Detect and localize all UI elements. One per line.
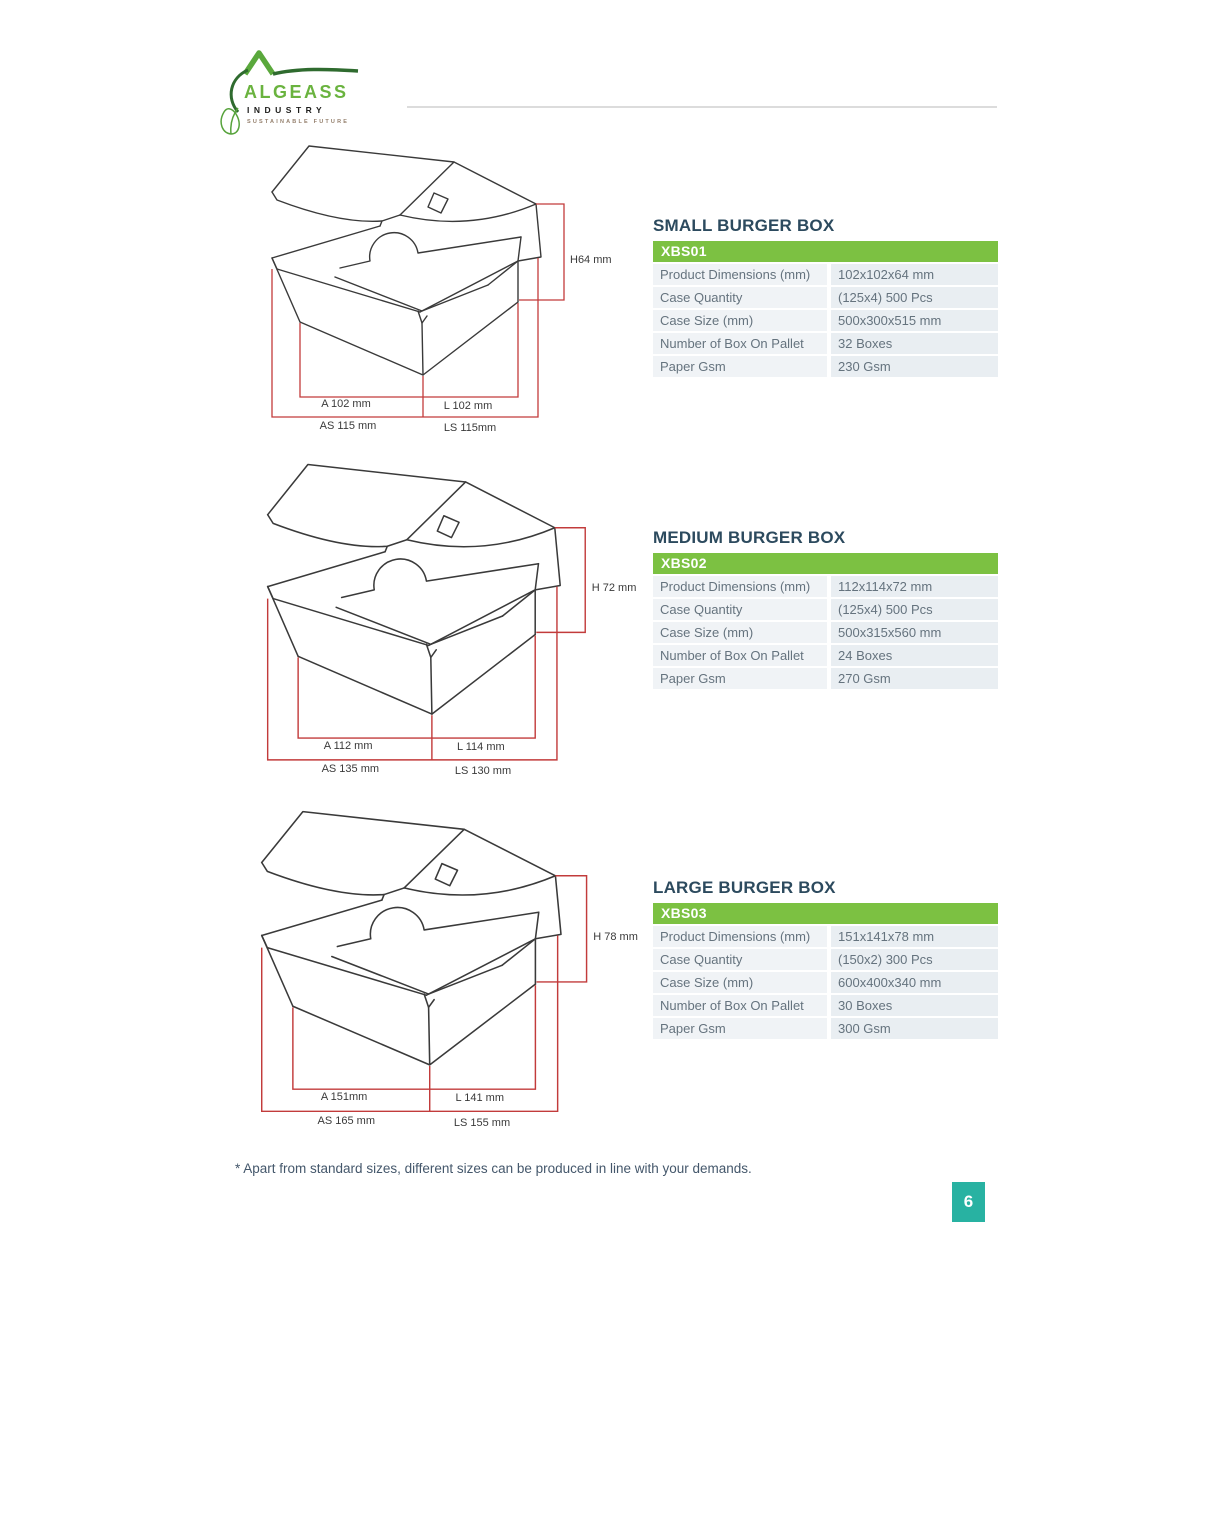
row-value: 32 Boxes xyxy=(831,333,998,354)
footnote: * Apart from standard sizes, different sizes can be produced in line with your demands. xyxy=(235,1161,752,1176)
spec-table-medium-burger-box xyxy=(653,528,998,689)
dimension-label-l: L 141 mm xyxy=(455,1092,505,1105)
row-label: Case Quantity xyxy=(653,599,827,620)
product-code-bar: XBS02 xyxy=(653,553,998,574)
row-label: Number of Box On Pallet xyxy=(653,645,827,666)
row-value: 24 Boxes xyxy=(831,645,998,666)
dimension-label-as: AS 115 mm xyxy=(319,420,377,433)
row-label: Case Quantity xyxy=(653,949,827,970)
table-row xyxy=(653,926,998,947)
diagram-large-burger-box xyxy=(215,805,660,1150)
row-label: Product Dimensions (mm) xyxy=(653,576,827,597)
spec-table-small-burger-box xyxy=(653,216,998,377)
row-value: 500x315x560 mm xyxy=(831,622,998,643)
burger-box-line-drawing xyxy=(215,805,660,1150)
table-row xyxy=(653,645,998,666)
table-row xyxy=(653,333,998,354)
row-label: Paper Gsm xyxy=(653,1018,827,1039)
row-value: (125x4) 500 Pcs xyxy=(831,287,998,308)
header-divider xyxy=(407,106,997,108)
row-label: Product Dimensions (mm) xyxy=(653,264,827,285)
product-code-bar: XBS03 xyxy=(653,903,998,924)
table-row xyxy=(653,356,998,377)
row-label: Paper Gsm xyxy=(653,668,827,689)
dimension-label-as: AS 165 mm xyxy=(317,1114,375,1127)
diagram-medium-burger-box xyxy=(222,458,657,798)
table-row xyxy=(653,599,998,620)
dimension-label-as: AS 135 mm xyxy=(321,763,380,776)
row-value: (125x4) 500 Pcs xyxy=(831,599,998,620)
row-label: Paper Gsm xyxy=(653,356,827,377)
row-value: 500x300x515 mm xyxy=(831,310,998,331)
dimension-label-ls: LS 130 mm xyxy=(454,765,512,778)
table-row xyxy=(653,972,998,993)
table-row xyxy=(653,310,998,331)
spec-table-large-burger-box xyxy=(653,878,998,1039)
row-label: Case Quantity xyxy=(653,287,827,308)
table-row xyxy=(653,668,998,689)
table-row xyxy=(653,622,998,643)
dimension-label-l: L 114 mm xyxy=(456,741,505,754)
dimension-label-h: H64 mm xyxy=(570,253,612,266)
section-title: MEDIUM BURGER BOX xyxy=(653,528,846,547)
row-value: 230 Gsm xyxy=(831,356,998,377)
row-label: Number of Box On Pallet xyxy=(653,333,827,354)
dimension-label-ls: LS 115mm xyxy=(443,421,497,434)
dimension-label-l: L 102 mm xyxy=(443,399,493,412)
product-code-bar: XBS01 xyxy=(653,241,998,262)
section-title: SMALL BURGER BOX xyxy=(653,216,835,235)
table-row xyxy=(653,995,998,1016)
row-label: Case Size (mm) xyxy=(653,622,827,643)
brand-logo xyxy=(218,48,378,143)
row-label: Case Size (mm) xyxy=(653,972,827,993)
table-row xyxy=(653,576,998,597)
dimension-label-a: A 112 mm xyxy=(323,739,373,752)
burger-box-line-drawing xyxy=(230,140,630,452)
table-row xyxy=(653,264,998,285)
table-row xyxy=(653,1018,998,1039)
row-value: 270 Gsm xyxy=(831,668,998,689)
diagram-small-burger-box xyxy=(230,140,630,452)
row-value: 300 Gsm xyxy=(831,1018,998,1039)
dimension-label-ls: LS 155 mm xyxy=(453,1116,511,1129)
table-row xyxy=(653,287,998,308)
row-label: Case Size (mm) xyxy=(653,310,827,331)
dimension-label-a: A 102 mm xyxy=(321,398,371,411)
brand-name: ALGEASS xyxy=(244,82,349,102)
row-label: Number of Box On Pallet xyxy=(653,995,827,1016)
section-title: LARGE BURGER BOX xyxy=(653,878,836,897)
row-value: 112x114x72 mm xyxy=(831,576,998,597)
dimension-label-h: H 72 mm xyxy=(591,582,637,595)
row-label: Product Dimensions (mm) xyxy=(653,926,827,947)
table-row xyxy=(653,949,998,970)
page-number-badge: 6 xyxy=(952,1182,985,1222)
row-value: 30 Boxes xyxy=(831,995,998,1016)
row-value: 102x102x64 mm xyxy=(831,264,998,285)
dimension-label-a: A 151mm xyxy=(320,1090,368,1103)
dimension-label-h: H 78 mm xyxy=(593,930,638,943)
brand-subtitle: INDUSTRY xyxy=(247,105,327,115)
row-value: 151x141x78 mm xyxy=(831,926,998,947)
row-value: 600x400x340 mm xyxy=(831,972,998,993)
burger-box-line-drawing xyxy=(222,458,657,798)
row-value: (150x2) 300 Pcs xyxy=(831,949,998,970)
brand-tagline: SUSTAINABLE FUTURE xyxy=(247,119,350,125)
